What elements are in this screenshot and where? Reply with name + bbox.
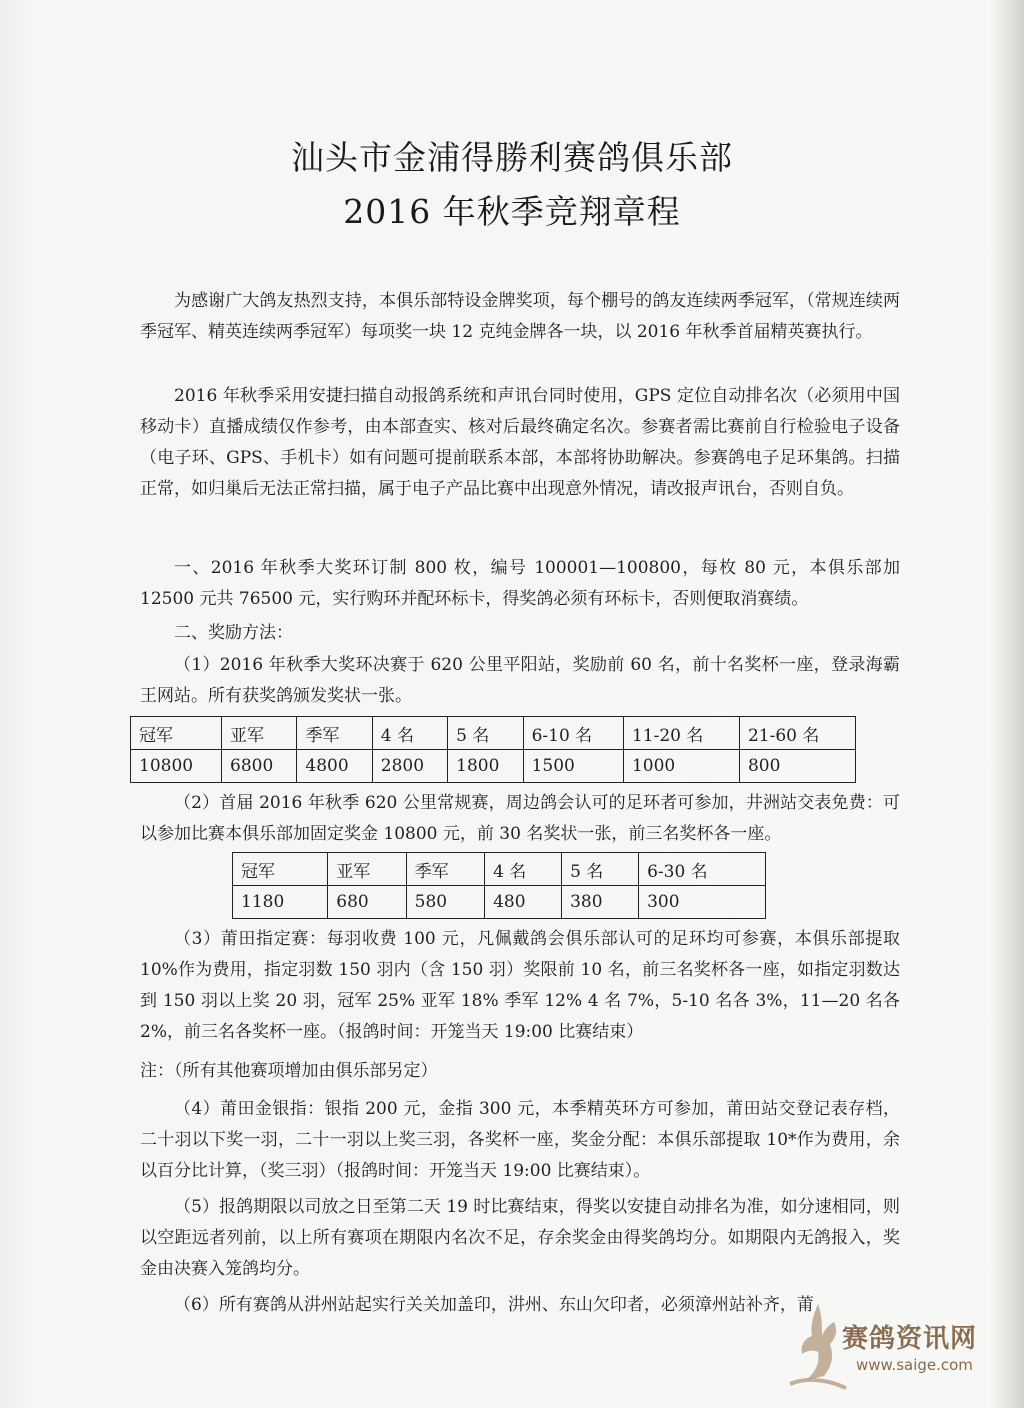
paragraph-reward-heading: 二、奖励方法： [174,623,293,643]
table-cell: 6-10 名 [523,717,623,750]
paragraph-regular-race: （2）首届 2016 年秋季 620 公里常规赛，周边鸽会认可的足环者可参加，井洲站交表免费：可以参加比赛本俱乐部加固定奖金 10800 元，前 30 名奖状一张，前三名奖杯各一座。 [140,793,900,844]
table-cell: 亚军 [222,717,297,750]
table-cell: 2800 [372,750,447,783]
table-cell: 亚军 [328,853,406,886]
prize-table-final [130,716,856,783]
table-cell: 4800 [297,750,372,783]
prize-table-regular [232,852,766,919]
paragraph-note: 注：（所有其他赛项增加由俱乐部另定） [140,1061,438,1081]
paragraph-gold-silver: （4）莆田金银指：银指 200 元，金指 300 元，本季精英环方可参加，莆田站交登记表存档，二十羽以下奖一羽，二十一羽以上奖三羽，各奖杯一座，奖金分配：本俱乐部提取 10*作为费用，余以百分比计算，（奖三羽）（报鸽时间：开笼当天 19:00 比赛结束）。 [140,1099,900,1181]
table-header-row [233,853,766,886]
paragraph-putian-designated: （3）莆田指定赛：每羽收费 100 元，凡佩戴鸽会俱乐部认可的足环均可参赛，本俱乐部提取 10%作为费用，指定羽数 150 羽内（含 150 羽）奖限前 10 名，前三名奖杯各一座，如指定羽数达到 150 羽以上奖 20 羽，冠军 25% 亚军 18% 季军 12% 4 名 7%，5-10 名各 3%，11—20 名各 2%，前三名各奖杯一座。（报鸽时间：开笼当天 19:00 比赛结束） [140,929,900,1042]
table-cell: 1800 [448,750,523,783]
table-cell: 冠军 [131,717,222,750]
table-cell: 1500 [523,750,623,783]
paragraph-final-race: （1）2016 年秋季大奖环决赛于 620 公里平阳站，奖励前 60 名，前十名奖杯一座，登录海霸王网站。所有获奖鸽颁发奖状一张。 [140,655,900,706]
paragraph-gold-medal: 为感谢广大鸽友热烈支持，本俱乐部特设金牌奖项，每个棚号的鸽友连续两季冠军，（常规连续两季冠军、精英连续两季冠军）每项奖一块 12 克纯金牌各一块，以 2016 年秋季首届精英赛执行。 [140,291,900,342]
table-cell: 季军 [297,717,372,750]
table-cell: 800 [739,750,855,783]
watermark-site-name: 赛鸽资讯网 [842,1324,978,1354]
watermark-site-url: www.saige.com [856,1356,973,1374]
table-cell: 6-30 名 [639,853,766,886]
table-cell: 4 名 [485,853,562,886]
table-cell: 4 名 [372,717,447,750]
table-cell: 300 [639,886,766,919]
table-cell: 6800 [222,750,297,783]
table-cell: 季军 [406,853,484,886]
table-cell: 21-60 名 [739,717,855,750]
table-cell: 580 [406,886,484,919]
paragraph-reporting-period: （5）报鸽期限以司放之日至第二天 19 时比赛结束，得奖以安捷自动排名为准，如分速相同，则以空距远者列前，以上所有赛项在期限内名次不足，存余奖金由得奖鸽均分。如期限内无鸽报入，奖金由决赛入笼鸽均分。 [140,1197,900,1279]
table-cell: 11-20 名 [623,717,739,750]
table-row [233,886,766,919]
table-cell: 1180 [233,886,328,919]
table-cell: 480 [485,886,562,919]
table-cell: 冠军 [233,853,328,886]
table-cell: 680 [328,886,406,919]
table-cell: 5 名 [448,717,523,750]
watermark [784,1300,984,1400]
paragraph-stamping: （6）所有赛鸽从汫州站起实行关关加盖印，汫州、东山欠印者，必须漳州站补齐，莆 [174,1295,814,1315]
table-cell: 1000 [623,750,739,783]
table-cell: 10800 [131,750,222,783]
document-title-line2: 2016 年秋季竞翔章程 [343,192,681,231]
table-header-row [131,717,856,750]
table-row [131,750,856,783]
table-cell: 380 [562,886,639,919]
paragraph-scanning-system: 2016 年秋季采用安捷扫描自动报鸽系统和声讯台同时使用，GPS 定位自动排名次（必须用中国移动卡）直播成绩仅作参考，由本部查实、核对后最终确定名次。参赛者需比赛前自行检验电子设备（电子环、GPS、手机卡）如有问题可提前联系本部，本部将协助解决。参赛鸽电子足环集鸽。扫描正常，如归巢后无法正常扫描，属于电子产品比赛中出现意外情况，请改报声讯台，否则自负。 [140,386,900,499]
paragraph-rings: 一、2016 年秋季大奖环订制 800 枚，编号 100001—100800，每枚 80 元，本俱乐部加 12500 元共 76500 元，实行购环并配环标卡，得奖鸽必须有环标卡，否则便取消赛绩。 [140,558,900,609]
table-cell: 5 名 [562,853,639,886]
document-title-line1: 汕头市金浦得勝利赛鸽俱乐部 [291,138,733,177]
